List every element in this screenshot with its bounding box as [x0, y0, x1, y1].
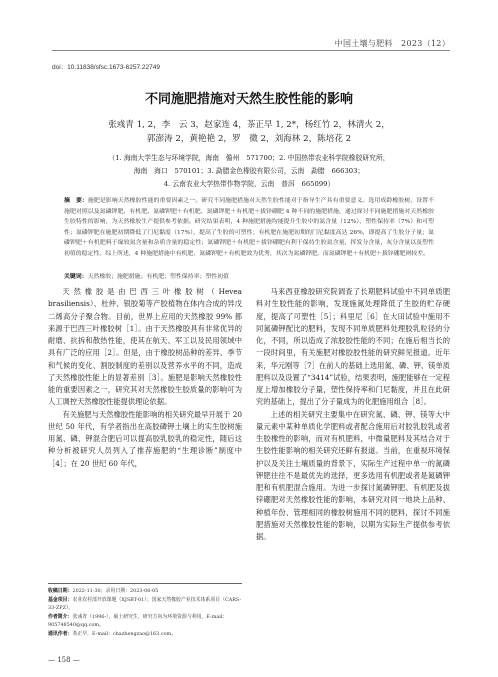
author-line-1: 张彧青 1, 2，李 云 3，赵家连 4，茶正早 1, 2*，杨红竹 2，林清火 2，	[108, 120, 390, 130]
affiliation-line-1: （1. 海南大学生态与环境学院，海南 儋州 571700；2. 中国热带农业科学院橡胶研究所，	[108, 154, 390, 162]
header-rule	[52, 50, 450, 51]
doi[interactable]: doi：10.11838/sfsc.1673-6257.22749	[52, 64, 160, 71]
keywords-label: 关键词：	[64, 274, 88, 280]
article-title: 不同施肥措施对天然生胶性能的影响	[144, 92, 353, 107]
footnote-value: 茶正早，E-mail：chazhengzao@163.com。	[72, 630, 177, 637]
author-list	[60, 118, 438, 146]
footnote-label: 作者简介：	[48, 613, 73, 620]
abstract-text: 施肥是影响天然橡胶性能的重要因素之一。研究不同施肥措施对天然生胶性能对于指导生产具有重要意义。选用成龄橡胶树，设置不施肥对照以及氮磷钾肥、有机肥、氮磷钾肥＋有机肥、氮磷钾肥＋有机肥＋拔锌硼肥 4 种不同的施肥措施，通过探讨不同施肥措施对天然橡胶生胶特性的影响，为天然橡胶生产提供参考依据。研究结果表明，4 种施肥措施均能提升生胶中的氮含量（12%），塑性保持率（7%）和可塑性；氮磷钾肥在施肥初期降低了门尼黏度（17%），提高了生胶的可塑性；有机肥在施肥初期的门尼黏度高达 26%，即提高了生胶分子量；氮磷钾肥＋有机肥料于缘较氮含量和杂质含量的稳定性；氮磷钾肥＋有机肥＋拔锌硼肥有利于保持生胶氮含量，挥发分含量，灰分含量以及塑性初值的稳定性。综上所述，4 种施肥措施中有机肥、氮磷钾肥＋有机肥效为优秀，其次为氮磷钾肥，而氮磷钾肥＋有机肥＋拔锌硼肥则较差。	[64, 198, 435, 257]
affiliation-line-3: 4. 云南农业大学热带作物学院，云南 普洱 665099）	[163, 180, 335, 188]
footnote-label: 收稿日期：	[48, 588, 73, 594]
affiliation-line-2: 海南 海口 570101；3. 勐腊金色橡胶有限公司，云南 勐腊 666303；	[133, 167, 365, 175]
footnote-received	[48, 587, 242, 596]
keywords-text: 天然橡胶；施肥措施；有机肥；塑性保持率；塑性初值	[87, 274, 229, 280]
footnote-author	[48, 613, 242, 630]
body-right-column	[256, 286, 450, 543]
footnote-value: 张彧青（1996-），硕士研究生，研究方向为环境资源与利用。E-mail：905748540@qq.com。	[48, 613, 228, 628]
abstract	[64, 196, 434, 260]
running-header: 中国土壤与肥料 2023（12）	[334, 39, 450, 48]
page-number: — 158 —	[48, 656, 80, 664]
body-paragraph: 马来西亚橡胶研究院调查了长期肥料试验中不同单质肥料对生胶性能的影响，发现施氮处理降低了生胶的贮存硬度，提高了可塑性［5］；科里尼［6］在大田试验中施用不同氮磷钾配比的肥料，发现不同单质肥料处理胶乳粒径的分化，不同，所以造成了浓胶胶性能的不同；在施后相当长的一段时间里，有关施肥对橡胶胶性能的研究鲜见报道。近年来，华元刚等［7］在前人的基础上选用氮、磷、钾、镁单质肥料以及设置了“3414”试验，结果表明，施肥能够在一定程度上增加橡胶分子量，塑性保持率和门尼黏度，并且在此研究的基础上，提出了分子量成为的化肥施用组合［8］。	[256, 287, 450, 407]
footnote-label: 通讯作者：	[48, 630, 73, 637]
footnote-label: 基金项目：	[48, 596, 73, 603]
footnote	[48, 587, 242, 638]
body-paragraph: 上述的相关研究主要集中在研究氮、磷、钾、镁等大中量元素中某种单质化学肥料或者配合施用后对胶乳胶乳或者生胶橡性的影响，而对有机肥料，中微量肥料及其结合对于生胶性能影响的相关研究还鲜有报道。当前，在重视环境保护以及关注土壤质量的背景下，实际生产过程中单一的氮磷钾肥往往不是最优先的选择，更多选用有机肥或者是氮磷钾肥和有机肥混合施用。为进一步探讨氮磷钾肥、有机肥及拔锌硼肥对天然橡胶性能的影响，本研究对同一地块上品种、种植年份、管理相同的橡胶树施用不同的肥料，探讨不同施肥措施对天然橡胶性能的影响，以期为实际生产提供参考依据。	[256, 409, 450, 541]
footnote-fund	[48, 596, 242, 613]
footnote-value: 2022-11-30；录用日期：2023-06-05	[72, 588, 159, 594]
abstract-label: 摘 要：	[64, 198, 88, 204]
footnote-corresponding	[48, 630, 242, 639]
body-paragraph: 天然橡胶是由巴西三叶橡胶树（Hevea brasiliensis）、杜仲、银胶菊等产胶植物在体内合成的异戊二烯高分子聚合物。目前，世界上应用的天然橡胶 99% 都来源于巴西三叶橡胶树［1］。由于天然橡胶具有非常优异的耐磨、抗拆和散热性能，使其在航天、军工以及民用领域中具有广泛的应用［2］。但是，由于橡胶树品种的差异、季节和气候的变化、割胶制度的差别以及营养水平的不同，造成了天然橡胶性能上的显著差别［3］。施肥是影响天然橡胶性能的重要因素之一，研究其对天然橡胶生胶质量的影响可为人工调控天然橡胶性能提供理论依据。	[48, 287, 242, 407]
affiliations	[70, 152, 428, 191]
body-paragraph: 有关施肥与天然橡胶性能影响的相关研究最早开展于 20 世纪 50 年代，有学者指出在高胶磷钾土壤上的实生胶树施用氮、磷、钾混合肥后可以提高胶乳胶乳的稳定性，随后这种分析被研究人员列入了推荐施肥的“生理诊断”制度中［4］；在 20 世纪 60 年代，	[48, 409, 242, 468]
footnote-rule	[48, 583, 242, 584]
keywords	[64, 272, 434, 283]
body-left-column	[48, 286, 242, 470]
footnote-value: 农业农村部开放课题（XJSBT-01）；国家天然橡胶产业技术体系项目（CARS-33-ZPZ）。	[48, 596, 242, 611]
author-line-2: 郭澎涛 2，黄艳艳 2，罗 微 2，刘海林 2，陈培花 2	[146, 134, 352, 144]
